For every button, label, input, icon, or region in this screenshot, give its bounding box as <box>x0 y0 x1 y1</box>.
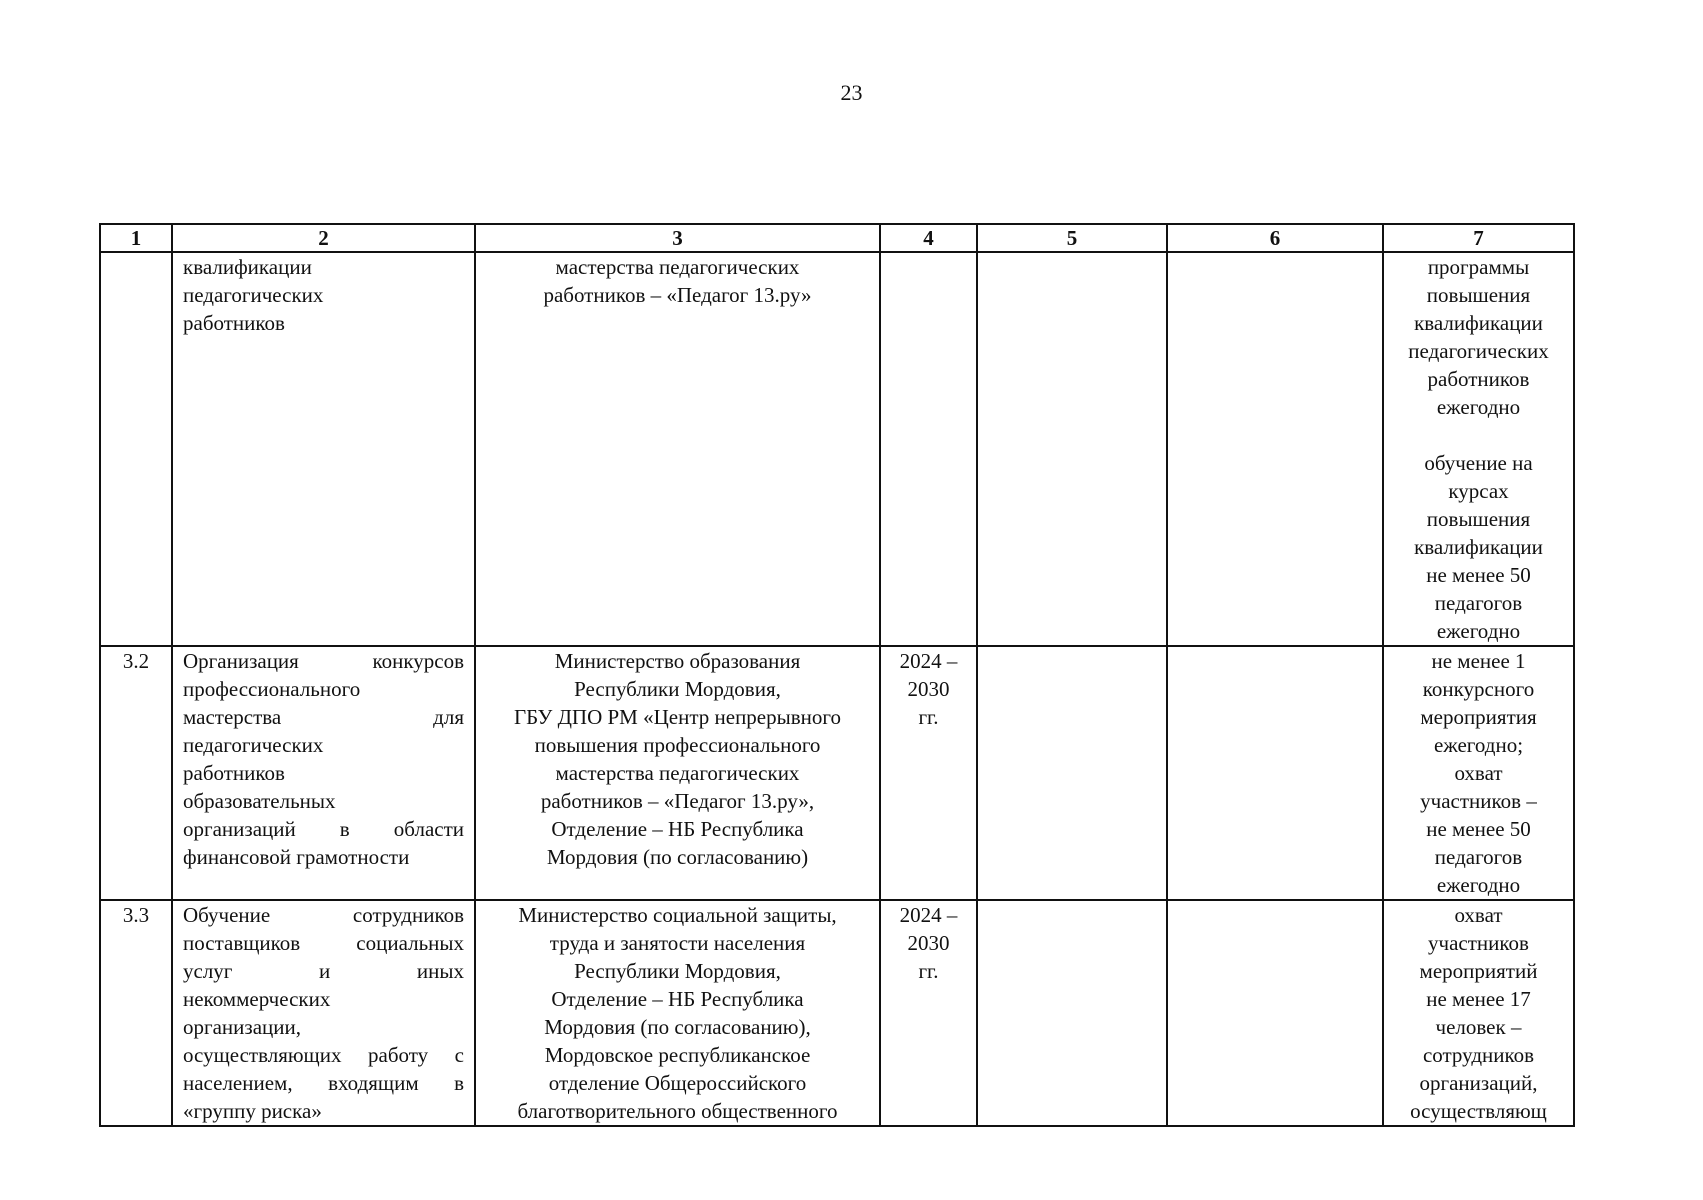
cell-line: охват <box>1454 903 1503 927</box>
cell-line: 2030 <box>907 931 950 955</box>
column-6-cell <box>1167 252 1383 646</box>
cell-line: Министерство образования <box>554 649 801 673</box>
cell-line: работников <box>1427 367 1530 391</box>
cell-line: организации, <box>183 1015 301 1039</box>
column-6-cell <box>1167 900 1383 1126</box>
cell-line: Республики Мордовия, <box>574 959 781 983</box>
cell-line: осуществляющ <box>1410 1099 1547 1123</box>
cell-line: педагогических <box>1408 339 1549 363</box>
cell-line: труда и занятости населения <box>549 931 806 955</box>
column-5-cell <box>977 252 1167 646</box>
measure-result <box>1383 646 1574 900</box>
column-header-5: 5 <box>977 224 1167 252</box>
cell-line: организаций, <box>1419 1071 1538 1095</box>
cell-line: участников <box>1428 931 1529 955</box>
cell-line: программы <box>1427 255 1530 279</box>
column-header-3: 3 <box>475 224 880 252</box>
column-header-4: 4 <box>880 224 977 252</box>
cell-line: образовательных <box>183 789 336 813</box>
measures-table <box>99 223 1575 1127</box>
measure-number: 3.2 <box>100 646 172 900</box>
cell-line: 2024 – <box>899 903 958 927</box>
cell-line: повышения <box>1426 283 1531 307</box>
measure-result <box>1383 900 1574 1126</box>
cell-line: человек – <box>1435 1015 1522 1039</box>
cell-line: не менее 50 <box>1426 563 1531 587</box>
cell-line: не менее 1 <box>1431 649 1526 673</box>
cell-line: работников – «Педагог 13.ру» <box>543 283 812 307</box>
cell-line: Отделение – НБ Республика <box>551 987 804 1011</box>
column-header-7: 7 <box>1383 224 1574 252</box>
cell-line: мероприятия <box>1420 705 1537 729</box>
cell-line: охват <box>1454 761 1503 785</box>
cell-line: профессионального <box>183 677 361 701</box>
cell-line: квалификации <box>1414 535 1543 559</box>
cell-line: работников <box>183 311 285 335</box>
cell-line: мастерства для <box>183 705 464 729</box>
measure-period <box>880 900 977 1126</box>
cell-line: мастерства педагогических <box>555 761 800 785</box>
cell-line: работников – «Педагог 13.ру», <box>540 789 815 813</box>
cell-line: услуг и иных <box>183 959 464 983</box>
cell-line: конкурсного <box>1422 677 1535 701</box>
cell-line: ежегодно; <box>1433 733 1524 757</box>
cell-line: гг. <box>918 705 939 729</box>
column-header-6: 6 <box>1167 224 1383 252</box>
measure-executor <box>475 900 880 1126</box>
cell-line: поставщиков социальных <box>183 931 464 955</box>
column-6-cell <box>1167 646 1383 900</box>
measure-number <box>100 252 172 646</box>
cell-line: Обучение сотрудников <box>183 903 464 927</box>
cell-line: квалификации <box>1414 311 1543 335</box>
cell-line: работников <box>183 761 285 785</box>
measure-number: 3.3 <box>100 900 172 1126</box>
cell-line: сотрудников <box>1422 1043 1535 1067</box>
cell-line: ГБУ ДПО РМ «Центр непрерывного <box>514 705 841 729</box>
table-row <box>100 252 1574 646</box>
cell-line: не менее 50 <box>1426 817 1531 841</box>
cell-line: Мордовия (по согласованию) <box>546 845 809 869</box>
cell-line: мероприятий <box>1419 959 1538 983</box>
measure-name <box>172 900 475 1126</box>
measure-executor <box>475 252 880 646</box>
cell-line: педагогов <box>1434 591 1523 615</box>
measure-period <box>880 252 977 646</box>
cell-line: курсах <box>1448 479 1509 503</box>
cell-line: Мордовия (по согласованию), <box>544 1015 811 1039</box>
column-5-cell <box>977 646 1167 900</box>
cell-line: Мордовское республиканское <box>544 1043 811 1067</box>
cell-line: 2024 – <box>899 649 958 673</box>
cell-line: организаций в области <box>183 817 464 841</box>
cell-line: не менее 17 <box>1426 987 1531 1011</box>
cell-line: финансовой грамотности <box>183 845 410 869</box>
cell-line: педагогических <box>183 733 324 757</box>
cell-line: обучение на <box>1424 451 1533 475</box>
table-row <box>100 900 1574 1126</box>
cell-line: отделение Общероссийского <box>548 1071 807 1095</box>
cell-line: педагогов <box>1434 845 1523 869</box>
cell-line: Министерство социальной защиты, <box>518 903 837 927</box>
table-row <box>100 646 1574 900</box>
cell-line: благотворительного общественного <box>517 1099 838 1123</box>
cell-line: ежегодно <box>1436 619 1521 643</box>
cell-line: повышения профессионального <box>534 733 821 757</box>
page-number: 23 <box>840 80 863 105</box>
cell-line: «группу риска» <box>183 1099 322 1123</box>
measure-result <box>1383 252 1574 646</box>
cell-line: Организация конкурсов <box>183 649 464 673</box>
cell-line: квалификации <box>183 255 312 279</box>
measure-name <box>172 252 475 646</box>
cell-line: населением, входящим в <box>183 1071 464 1095</box>
measure-period <box>880 646 977 900</box>
measure-name <box>172 646 475 900</box>
cell-line: осуществляющих работу с <box>183 1043 464 1067</box>
cell-line: некоммерческих <box>183 987 331 1011</box>
column-5-cell <box>977 900 1167 1126</box>
cell-line: Республики Мордовия, <box>574 677 781 701</box>
column-header-2: 2 <box>172 224 475 252</box>
column-header-1: 1 <box>100 224 172 252</box>
header-row <box>100 224 1574 252</box>
cell-line: ежегодно <box>1436 395 1521 419</box>
cell-line: повышения <box>1426 507 1531 531</box>
cell-line: ежегодно <box>1436 873 1521 897</box>
cell-line: мастерства педагогических <box>555 255 800 279</box>
cell-line: участников – <box>1420 789 1537 813</box>
cell-line: Отделение – НБ Республика <box>551 817 804 841</box>
cell-line: 2030 <box>907 677 950 701</box>
measure-executor <box>475 646 880 900</box>
cell-line: педагогических <box>183 283 324 307</box>
paragraph-gap <box>1394 421 1563 449</box>
cell-line: гг. <box>918 959 939 983</box>
